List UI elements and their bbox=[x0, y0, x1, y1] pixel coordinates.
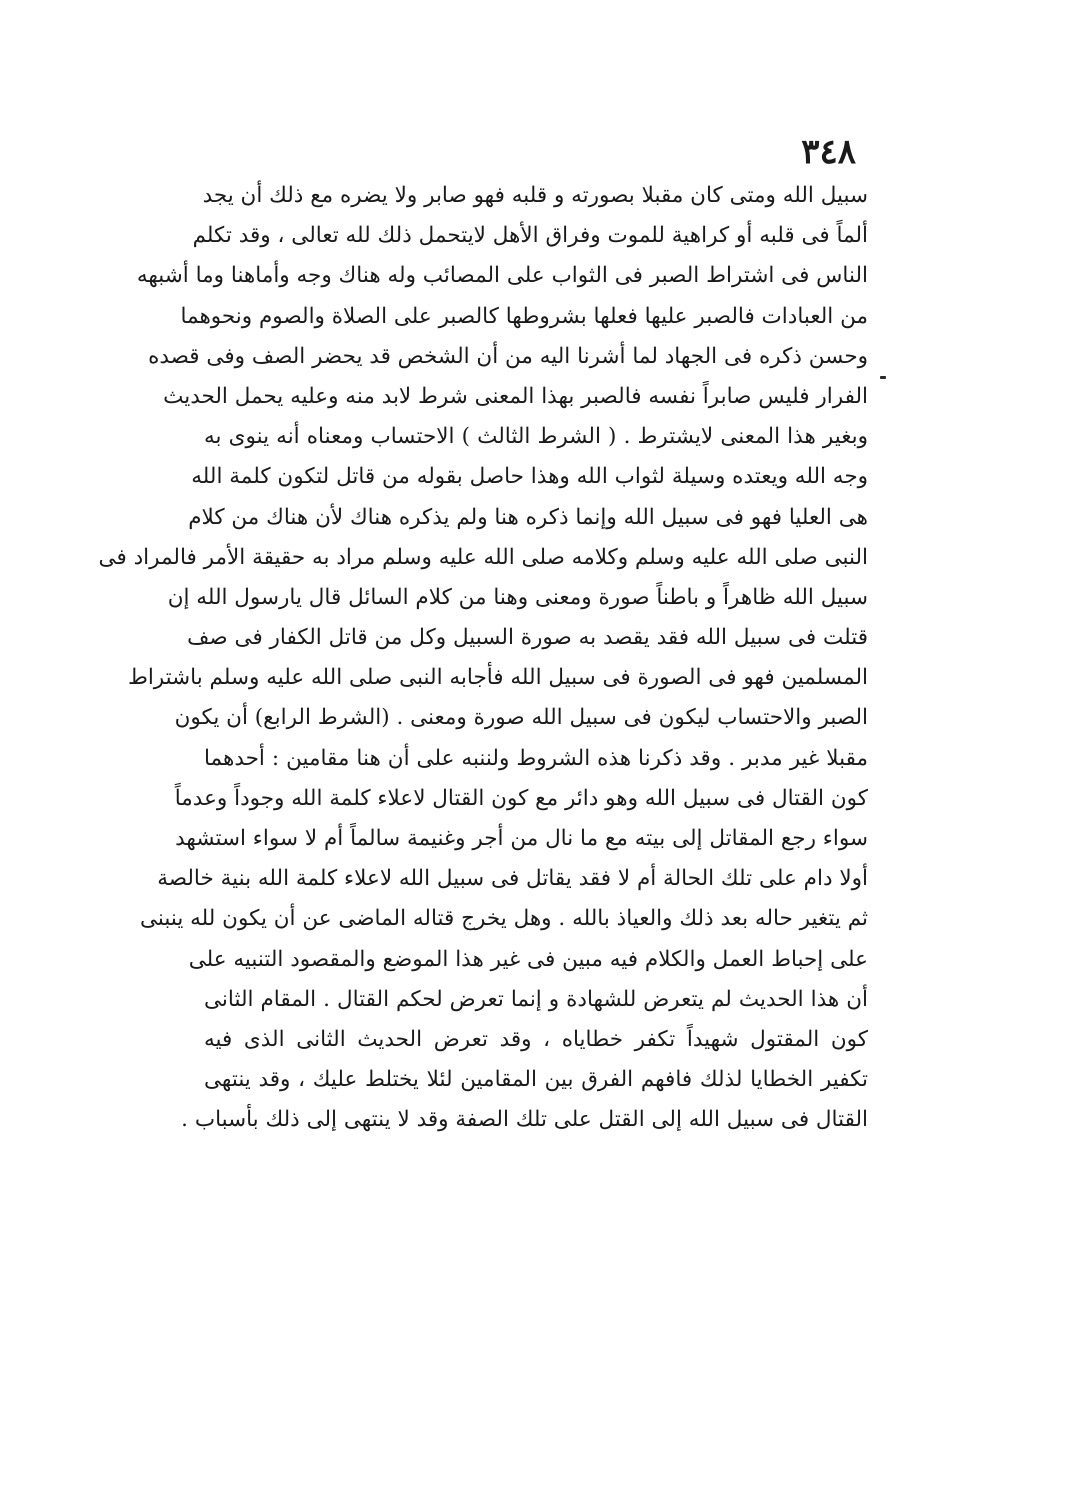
text-line: ثم يتغير حاله بعد ذلك والعياذ بالله . وهل يخرج قتاله الماضى عن أن يكون لله ينبنى bbox=[139, 906, 868, 932]
text-line: كون المقتول شهيداً تكفر خطاياه ، وقد تعرض الحديث الثانى الذى فيه bbox=[204, 1026, 868, 1052]
text-line: الصبر والاحتساب ليكون فى سبيل الله صورة ومعنى . (الشرط الرابع) أن يكون bbox=[174, 705, 868, 731]
text-line: على إحباط العمل والكلام فيه مبين فى غير هذا الموضع والمقصود التنبيه على bbox=[188, 946, 868, 972]
page-number: ٣٤٨ bbox=[801, 132, 856, 172]
text-line: سواء رجع المقاتل إلى بيته مع ما نال من أجر وغنيمة سالماً أم لا سواء استشهد bbox=[175, 826, 868, 851]
margin-mark bbox=[880, 376, 886, 379]
text-line: الناس فى اشتراط الصبر فى الثواب على المصائب وله هناك وجه وأماهنا وما أشبهه bbox=[136, 263, 868, 289]
text-line: قتلت فى سبيل الله فقد يقصد به صورة السبيل وكل من قاتل الكفار فى صف bbox=[187, 625, 868, 651]
text-line: المسلمين فهو فى الصورة فى سبيل الله فأجابه النبى صلى الله عليه وسلم باشتراط bbox=[127, 665, 868, 691]
text-line: النبى صلى الله عليه وسلم وكلامه صلى الله عليه وسلم مراد به حقيقة الأمر فالمراد فى bbox=[98, 544, 868, 570]
text-line: أن هذا الحديث لم يتعرض للشهادة و إنما تعرض لحكم القتال . المقام الثانى bbox=[204, 986, 868, 1012]
text-line: وبغير هذا المعنى لايشترط . ( الشرط الثالث ) الاحتساب ومعناه أنه ينوى به bbox=[204, 424, 868, 450]
text-line: سبيل الله ومتى كان مقبلا بصورته و قلبه فهو صابر ولا يضره مع ذلك أن يجد bbox=[202, 183, 868, 208]
body-text bbox=[98, 176, 868, 1141]
text-line: وحسن ذكره فى الجهاد لما أشرنا اليه من أن الشخص قد يحضر الصف وفى قصده bbox=[148, 343, 868, 369]
text-line: هى العليا فهو فى سبيل الله وإنما ذكره هنا ولم يذكره هناك لأن هناك من كلام bbox=[188, 504, 868, 530]
text-line: ألماً فى قلبه أو كراهية للموت وفراق الأهل لايتحمل ذلك لله تعالى ، وقد تكلم bbox=[192, 223, 868, 249]
text-line: تكفير الخطايا لذلك فافهم الفرق بين المقامين لئلا يختلط عليك ، وقد ينتهى bbox=[204, 1067, 868, 1093]
text-line: وجه الله ويعتده وسيلة لثواب الله وهذا حاصل بقوله من قاتل لتكون كلمة الله bbox=[191, 464, 868, 490]
text-line: مقبلا غير مدبر . وقد ذكرنا هذه الشروط ولننبه على أن هنا مقامين : أحدهما bbox=[204, 745, 868, 771]
text-line: الفرار فليس صابراً نفسه فالصبر بهذا المعنى شرط لابد منه وعليه يحمل الحديث bbox=[163, 383, 868, 409]
text-line: سبيل الله ظاهراً و باطناً صورة ومعنى وهنا من كلام السائل قال يارسول الله إن bbox=[167, 584, 868, 610]
text-line: من العبادات فالصبر عليها فعلها بشروطها كالصبر على الصلاة والصوم ونحوهما bbox=[180, 303, 868, 329]
text-line: القتال فى سبيل الله إلى القتل على تلك الصفة وقد لا ينتهى إلى ذلك بأسباب . bbox=[181, 1107, 868, 1133]
text-line: أولا دام على تلك الحالة أم لا فقد يقاتل فى سبيل الله لاعلاء كلمة الله بنية خالصة bbox=[157, 866, 868, 892]
text-line: كون القتال فى سبيل الله وهو دائر مع كون القتال لاعلاء كلمة الله وجوداً وعدماً bbox=[174, 785, 868, 811]
